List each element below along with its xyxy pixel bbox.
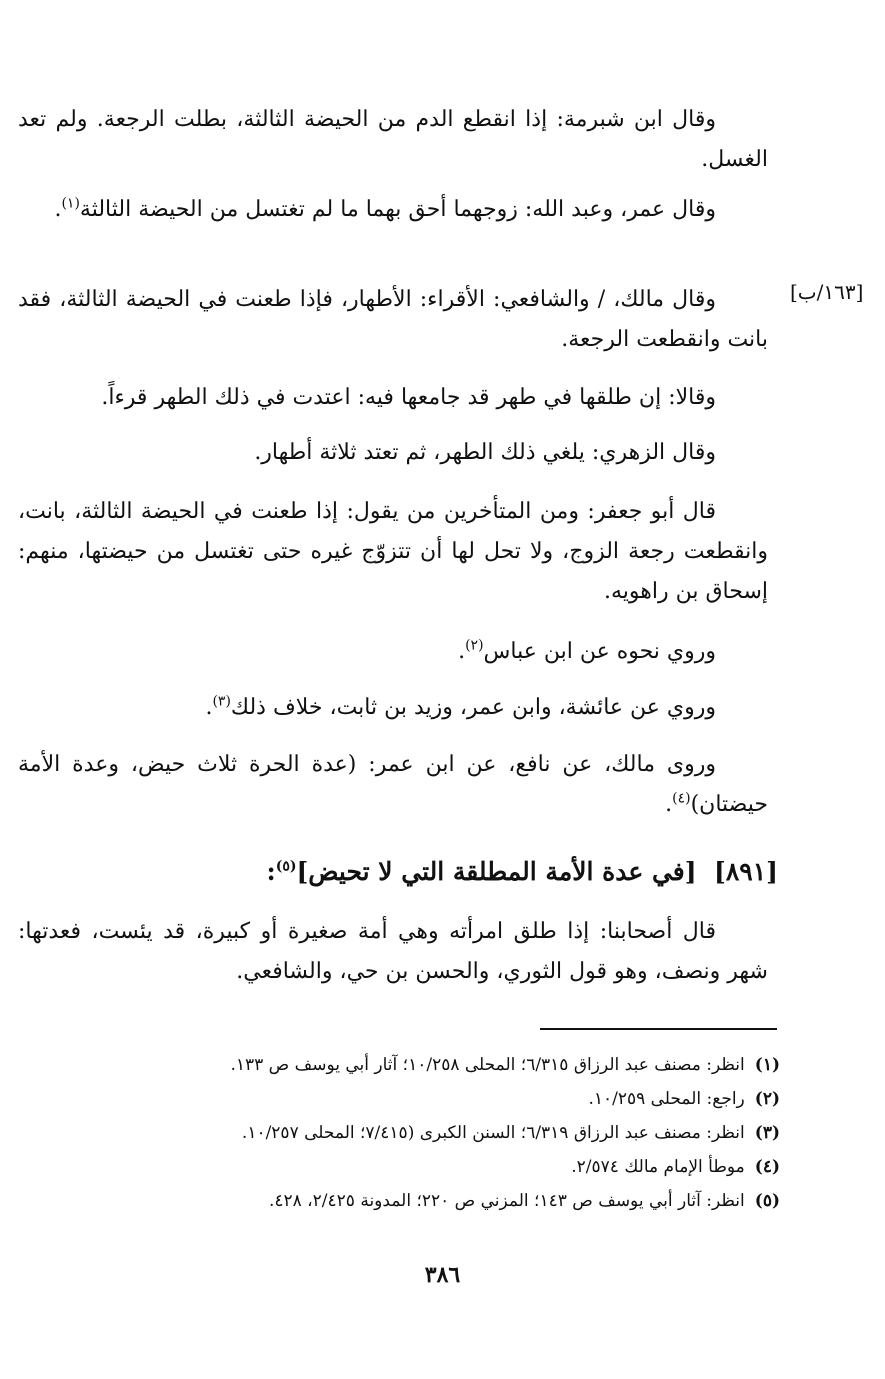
- paragraph-5: [18, 433, 768, 473]
- section-title: [في عدة الأمة المطلقة التي لا تحيض]: [296, 857, 697, 886]
- paragraph-text: وقال مالك، / والشافعي: الأقراء: الأطهار، فإذا طعنت في الحيضة الثالثة، فقد بانت وانقطعت الرجعة.: [18, 287, 768, 352]
- paragraph-6: [18, 492, 768, 612]
- paragraph-text: وقال الزهري: يلغي ذلك الطهر، ثم تعتد ثلاثة أطهار.: [254, 440, 716, 465]
- paragraph-3: [18, 280, 768, 360]
- paragraph-text: وروى مالك، عن نافع، عن ابن عمر: (عدة الحرة ثلاث حيض، وعدة الأمة حيضتان): [18, 752, 768, 817]
- footnote-text: انظر: مصنف عبد الرزاق ٦/٣١٥؛ المحلى ١٠/٢٥٨؛ آثار أبي يوسف ص ١٣٣.: [230, 1055, 745, 1075]
- paragraph-text: وقالا: إن طلقها في طهر قد جامعها فيه: اعتدت في ذلك الطهر قرءاً.: [101, 385, 716, 410]
- paragraph-4: [18, 378, 768, 418]
- footnote-ref[interactable]: (٣): [212, 693, 231, 710]
- footnote-4: [18, 1150, 780, 1184]
- footnote-5: [18, 1184, 780, 1218]
- paragraph-text: وقال ابن شبرمة: إذا انقطع الدم من الحيضة الثالثة، بطلت الرجعة. ولم تعد الغسل.: [18, 107, 768, 172]
- footnote-text: انظر: مصنف عبد الرزاق ٦/٣١٩؛ السنن الكبرى (٧/٤١٥؛ المحلى ١٠/٢٥٧.: [241, 1123, 745, 1143]
- section-paragraph: [18, 912, 768, 992]
- footnote-ref[interactable]: (٢): [465, 637, 484, 654]
- footnote-3: [18, 1116, 780, 1150]
- footnote-ref[interactable]: (٤): [672, 790, 691, 807]
- footnote-ref[interactable]: (٥): [275, 858, 297, 875]
- paragraph-9: وروى مالك، عن نافع، عن ابن عمر: (عدة الحرة ثلاث حيض، وعدة الأمة حيضتان)$^{(٤)}$.: [18, 752, 768, 817]
- footnote-number: (٢): [754, 1089, 780, 1109]
- footnote-number: (٥): [754, 1191, 780, 1211]
- paragraph-8: وروي عن عائشة، وابن عمر، وزيد بن ثابت، خلاف ذلك$^{(٣)}$.: [205, 693, 716, 720]
- footnote-text: انظر: آثار أبي يوسف ص ١٤٣؛ المزني ص ٢٢٠؛ المدونة ٢/٤٢٥، ٤٢٨.: [268, 1191, 745, 1211]
- paragraph-text: قال أصحابنا: إذا طلق امرأته وهي أمة صغيرة أو كبيرة، قد يئست، فعدتها: شهر ونصف، وهو قول الثوري، والحسن بن حي، والشافعي.: [18, 919, 768, 984]
- footnote-number: (٣): [754, 1123, 780, 1143]
- section-heading: [٨٩١] [في عدة الأمة المطلقة التي لا تحيض]$^{(٥)}$:: [266, 857, 778, 886]
- page-number: ٣٨٦: [424, 1262, 461, 1288]
- paragraph-text: وقال عمر، وعبد الله: زوجهما أحق بهما ما لم تغتسل من الحيضة الثالثة: [79, 197, 716, 222]
- section-number: [٨٩١]: [714, 857, 778, 886]
- footnote-divider: [540, 1028, 777, 1030]
- footnote-text: راجع: المحلى ١٠/٢٥٩.: [588, 1089, 745, 1109]
- paragraph-text: قال أبو جعفر: ومن المتأخرين من يقول: إذا طعنت في الحيضة الثالثة، بانت، وانقطعت رجعة الزوج، ولا تحل لها أن تتزوّج غيره حتى تغتسل من حيضتها، منهم: إسحاق بن راهويه.: [18, 499, 768, 604]
- manuscript-folio-marker: [١٦٣/ب]: [790, 280, 864, 304]
- paragraph-1: [18, 100, 768, 180]
- footnotes: [18, 1048, 780, 1218]
- paragraph-7: وروي نحوه عن ابن عباس$^{(٢)}$.: [458, 637, 716, 664]
- paragraph-2: وقال عمر، وعبد الله: زوجهما أحق بهما ما لم تغتسل من الحيضة الثالثة$^{(١)}$.: [54, 195, 716, 222]
- paragraph-text: وروي نحوه عن ابن عباس: [483, 639, 716, 664]
- footnote-number: (٤): [754, 1157, 780, 1177]
- footnote-ref[interactable]: (١): [61, 195, 80, 212]
- footnote-1: [18, 1048, 780, 1082]
- footnote-2: [18, 1082, 780, 1116]
- footnote-number: (١): [754, 1055, 780, 1075]
- footnote-text: موطأ الإمام مالك ٢/٥٧٤.: [571, 1157, 745, 1177]
- paragraph-text: وروي عن عائشة، وابن عمر، وزيد بن ثابت، خلاف ذلك: [230, 695, 716, 720]
